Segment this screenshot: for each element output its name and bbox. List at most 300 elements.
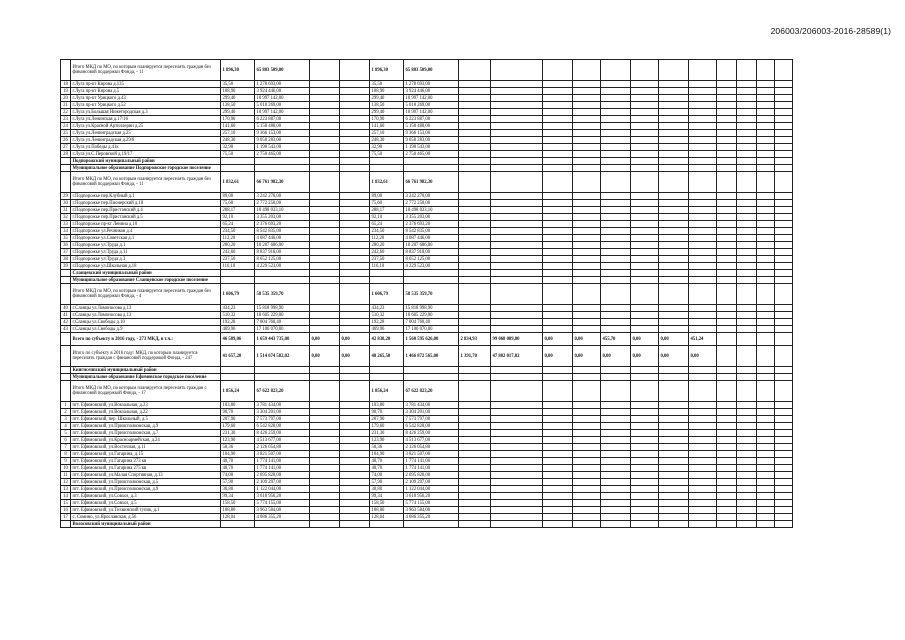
value-cell: 47 802 017,02 (491, 346, 543, 367)
table-row (61, 458, 793, 465)
address-cell: г.Луга пр-кт Урицкого д.52 (71, 102, 221, 109)
value-cell (659, 172, 689, 193)
value-cell (737, 381, 757, 402)
row-number-cell: 6 (61, 437, 71, 444)
value-cell (689, 151, 717, 158)
value-cell (757, 228, 775, 235)
value-cell (543, 451, 573, 458)
value-cell (340, 130, 370, 137)
value-cell: 469,96 (221, 326, 255, 333)
value-cell (543, 151, 573, 158)
value-cell: 141,60 (221, 123, 255, 130)
value-cell: 90,70 (221, 409, 255, 416)
value-cell (573, 430, 601, 437)
value-cell (757, 486, 775, 493)
value-cell: 3 618 956,20 (404, 493, 459, 500)
value-cell (310, 479, 340, 486)
value-cell (631, 165, 659, 172)
value-cell (737, 333, 757, 346)
value-cell (631, 228, 659, 235)
value-cell (601, 437, 631, 444)
value-cell (340, 381, 370, 402)
value-cell (717, 409, 737, 416)
value-cell (340, 123, 370, 130)
value-cell (310, 123, 340, 130)
value-cell (717, 402, 737, 409)
value-cell: 17 106 070,80 (255, 326, 310, 333)
value-cell (573, 235, 601, 242)
value-cell (717, 235, 737, 242)
value-cell: 10 207 686,00 (255, 242, 310, 249)
value-cell (255, 367, 310, 374)
value-cell (310, 228, 340, 235)
value-cell (659, 416, 689, 423)
value-cell (255, 277, 310, 284)
value-cell (404, 277, 459, 284)
value-cell: 48,70 (221, 458, 255, 465)
value-cell (631, 416, 659, 423)
value-cell (340, 102, 370, 109)
value-cell (573, 172, 601, 193)
value-cell: 1 896,30 (221, 60, 255, 81)
value-cell (717, 437, 737, 444)
value-cell (310, 402, 340, 409)
value-cell (543, 409, 573, 416)
value-cell (459, 284, 491, 305)
value-cell (491, 472, 543, 479)
value-cell: 92,10 (370, 214, 404, 221)
row-number-cell: 21 (61, 102, 71, 109)
value-cell (340, 193, 370, 200)
value-cell (717, 172, 737, 193)
address-cell: пгт. Ефимовский, пер. Школьный, д.5 (71, 416, 221, 423)
value-cell (775, 312, 793, 319)
value-cell: 10 498 033,10 (255, 207, 310, 214)
value-cell (459, 130, 491, 137)
value-cell (689, 137, 717, 144)
value-cell (310, 374, 340, 381)
value-cell (543, 486, 573, 493)
value-cell (717, 81, 737, 88)
value-cell (459, 423, 491, 430)
table-row (61, 416, 793, 423)
address-cell: Итого МКД по МО, по которым планируется переселять граждан без финансовой поддержки Фонда, - 4 (71, 284, 221, 305)
value-cell: 74,00 (370, 472, 404, 479)
value-cell: 7 573 797,00 (404, 416, 459, 423)
value-cell (573, 249, 601, 256)
value-cell (601, 326, 631, 333)
value-cell (404, 521, 459, 528)
value-cell (573, 381, 601, 402)
value-cell (757, 207, 775, 214)
address-cell: пгт. Ефимовский, ул.Совхоз, д.5 (71, 500, 221, 507)
value-cell: 112,20 (221, 235, 255, 242)
value-cell: 112,20 (370, 235, 404, 242)
value-cell (737, 172, 757, 193)
value-cell (757, 409, 775, 416)
row-number-cell: 2 (61, 409, 71, 416)
table-row (61, 472, 793, 479)
value-cell (737, 409, 757, 416)
row-number-cell: 13 (61, 486, 71, 493)
value-cell: 0,00 (310, 333, 340, 346)
value-cell (659, 60, 689, 81)
value-cell (775, 500, 793, 507)
value-cell (631, 493, 659, 500)
value-cell (573, 423, 601, 430)
value-cell (631, 109, 659, 116)
value-cell (775, 228, 793, 235)
value-cell (491, 514, 543, 521)
value-cell: 248,30 (370, 137, 404, 144)
value-cell (310, 144, 340, 151)
value-cell (717, 277, 737, 284)
value-cell (340, 312, 370, 319)
value-cell: 5 018 269,00 (255, 102, 310, 109)
value-cell (717, 284, 737, 305)
value-cell (601, 402, 631, 409)
value-cell (310, 95, 340, 102)
value-cell (757, 116, 775, 123)
value-cell (659, 270, 689, 277)
value-cell (775, 409, 793, 416)
value-cell (459, 263, 491, 270)
value-cell (717, 60, 737, 81)
value-cell: 67 622 823,20 (255, 381, 310, 402)
value-cell (543, 256, 573, 263)
value-cell (491, 144, 543, 151)
value-cell (689, 444, 717, 451)
value-cell: 1 514 674 582,02 (255, 346, 310, 367)
value-cell (659, 507, 689, 514)
value-cell: 207,90 (370, 416, 404, 423)
value-cell: 4 229 523,00 (255, 263, 310, 270)
value-cell (659, 479, 689, 486)
value-cell (659, 284, 689, 305)
value-cell (757, 270, 775, 277)
value-cell (689, 102, 717, 109)
value-cell (775, 514, 793, 521)
value-cell (659, 521, 689, 528)
value-cell (601, 486, 631, 493)
value-cell (340, 172, 370, 193)
value-cell (340, 305, 370, 312)
value-cell (757, 193, 775, 200)
value-cell (459, 444, 491, 451)
value-cell (757, 214, 775, 221)
value-cell (543, 116, 573, 123)
address-cell: г.Подпорожье ул.Труда д.1 (71, 242, 221, 249)
value-cell (573, 374, 601, 381)
value-cell (340, 256, 370, 263)
value-cell (757, 284, 775, 305)
value-cell (340, 423, 370, 430)
value-cell (737, 374, 757, 381)
row-number-cell: 23 (61, 116, 71, 123)
value-cell (310, 249, 340, 256)
value-cell (631, 263, 659, 270)
value-cell (491, 305, 543, 312)
value-cell: 41 657,20 (221, 346, 255, 367)
value-cell (689, 207, 717, 214)
value-cell: 99,34 (221, 493, 255, 500)
value-cell (491, 507, 543, 514)
value-cell (543, 158, 573, 165)
value-cell: 1 391,70 (459, 346, 491, 367)
value-cell: 6 223 887,00 (255, 116, 310, 123)
value-cell (459, 381, 491, 402)
value-cell: 8 426 259,00 (404, 430, 459, 437)
value-cell: 299,40 (221, 109, 255, 116)
value-cell (737, 235, 757, 242)
value-cell (717, 130, 737, 137)
total-row (61, 381, 793, 402)
row-number-cell (61, 367, 71, 374)
value-cell: 1 122 044,00 (255, 486, 310, 493)
value-cell (310, 81, 340, 88)
value-cell: 138,50 (221, 102, 255, 109)
value-cell (689, 458, 717, 465)
value-cell (717, 507, 737, 514)
value-cell: 42 838,20 (370, 333, 404, 346)
value-cell (601, 151, 631, 158)
value-cell (543, 221, 573, 228)
value-cell: 108,90 (370, 88, 404, 95)
value-cell (775, 451, 793, 458)
value-cell (631, 381, 659, 402)
value-cell (757, 465, 775, 472)
value-cell (543, 479, 573, 486)
table-row (61, 451, 793, 458)
value-cell (717, 479, 737, 486)
table-row (61, 144, 793, 151)
value-cell: 35,50 (221, 81, 255, 88)
value-cell (459, 458, 491, 465)
value-cell (775, 319, 793, 326)
value-cell (459, 305, 491, 312)
value-cell (659, 277, 689, 284)
row-number-cell: 42 (61, 319, 71, 326)
value-cell (659, 402, 689, 409)
value-cell: 4 087 446,00 (404, 235, 459, 242)
value-cell (717, 521, 737, 528)
value-cell: 99,34 (370, 493, 404, 500)
value-cell (659, 228, 689, 235)
value-cell (631, 458, 659, 465)
value-cell (370, 165, 404, 172)
value-cell (775, 256, 793, 263)
value-cell (573, 465, 601, 472)
value-cell (717, 123, 737, 130)
address-cell: пгт. Ефимовский, ул.Гагарина 273 кв (71, 458, 221, 465)
address-cell: Итого МКД по МО, по которым планируется переселять граждан без финансовой поддержки Фонда, - 11 (71, 60, 221, 81)
value-cell: 0,00 (689, 346, 717, 367)
value-cell (573, 123, 601, 130)
value-cell (491, 423, 543, 430)
value-cell (757, 381, 775, 402)
value-cell (689, 270, 717, 277)
value-cell (340, 88, 370, 95)
value-cell (757, 249, 775, 256)
value-cell (775, 200, 793, 207)
value-cell (543, 123, 573, 130)
value-cell (601, 312, 631, 319)
value-cell (543, 102, 573, 109)
value-cell (717, 158, 737, 165)
value-cell (631, 270, 659, 277)
value-cell (757, 137, 775, 144)
value-cell (659, 500, 689, 507)
value-cell (717, 423, 737, 430)
value-cell (717, 102, 737, 109)
value-cell (491, 500, 543, 507)
value-cell (757, 514, 775, 521)
value-cell (573, 193, 601, 200)
value-cell: 1 856,24 (370, 381, 404, 402)
table-row (61, 312, 793, 319)
value-cell: 179,60 (221, 423, 255, 430)
value-cell (491, 479, 543, 486)
value-cell (717, 514, 737, 521)
value-cell (757, 172, 775, 193)
address-cell: г.Подпорожье пер.Клубный д.1 (71, 193, 221, 200)
value-cell (737, 193, 757, 200)
value-cell (459, 312, 491, 319)
value-cell (459, 479, 491, 486)
value-cell (543, 493, 573, 500)
value-cell (775, 81, 793, 88)
value-cell (775, 507, 793, 514)
value-cell: 288,17 (370, 207, 404, 214)
value-cell (543, 521, 573, 528)
value-cell: 104,90 (221, 451, 255, 458)
value-cell (491, 207, 543, 214)
value-cell: 138,50 (370, 102, 404, 109)
address-cell: г.Луга ул.Ленинская д.17/16 (71, 116, 221, 123)
value-cell (573, 221, 601, 228)
value-cell: 469,96 (370, 326, 404, 333)
value-cell (601, 367, 631, 374)
value-cell (459, 277, 491, 284)
value-cell (775, 214, 793, 221)
address-cell: пгт. Ефимовский, ул.Восточная, д.11 (71, 444, 221, 451)
value-cell (340, 486, 370, 493)
value-cell (717, 486, 737, 493)
value-cell (573, 95, 601, 102)
value-cell (601, 214, 631, 221)
value-cell (543, 235, 573, 242)
value-cell (775, 346, 793, 367)
value-cell (601, 60, 631, 81)
value-cell: 5 774 155,00 (404, 500, 459, 507)
value-cell (631, 402, 659, 409)
value-cell: 257,10 (370, 130, 404, 137)
value-cell (737, 81, 757, 88)
value-cell (631, 500, 659, 507)
value-cell (737, 102, 757, 109)
value-cell (737, 200, 757, 207)
value-cell (689, 305, 717, 312)
address-cell: пгт. Ефимовский, ул.Приисполкомская, д.5 (71, 479, 221, 486)
value-cell: 128,04 (370, 514, 404, 521)
value-cell (491, 465, 543, 472)
value-cell (631, 200, 659, 207)
value-cell (543, 81, 573, 88)
value-cell (310, 88, 340, 95)
value-cell: 103,80 (370, 402, 404, 409)
value-cell (573, 437, 601, 444)
value-cell (631, 116, 659, 123)
value-cell (717, 416, 737, 423)
value-cell (775, 207, 793, 214)
value-cell: 66 761 982,30 (404, 172, 459, 193)
value-cell (717, 465, 737, 472)
value-cell (659, 144, 689, 151)
table-row (61, 402, 793, 409)
value-cell: 92,10 (221, 214, 255, 221)
value-cell (491, 158, 543, 165)
value-cell (573, 319, 601, 326)
value-cell: 0,00 (573, 346, 601, 367)
value-cell (601, 409, 631, 416)
value-cell (573, 409, 601, 416)
value-cell (543, 374, 573, 381)
value-cell (757, 500, 775, 507)
value-cell (737, 514, 757, 521)
value-cell (757, 242, 775, 249)
table-row (61, 514, 793, 521)
value-cell (659, 214, 689, 221)
value-cell (775, 305, 793, 312)
value-cell (459, 200, 491, 207)
value-cell (340, 430, 370, 437)
value-cell (717, 346, 737, 367)
value-cell (659, 458, 689, 465)
value-cell (543, 444, 573, 451)
value-cell (491, 235, 543, 242)
value-cell (737, 486, 757, 493)
row-number-cell (61, 172, 71, 193)
value-cell (775, 381, 793, 402)
value-cell (717, 458, 737, 465)
row-number-cell: 24 (61, 123, 71, 130)
value-cell (757, 493, 775, 500)
value-cell: 3 242 270,00 (404, 193, 459, 200)
value-cell: 65,24 (370, 221, 404, 228)
value-cell (689, 514, 717, 521)
row-number-cell: 4 (61, 423, 71, 430)
value-cell (491, 367, 543, 374)
table-row (61, 221, 793, 228)
value-cell (659, 102, 689, 109)
address-cell: г.Подпорожье пер.Пионерский д.18 (71, 200, 221, 207)
value-cell: 2 772 250,00 (255, 200, 310, 207)
value-cell (601, 235, 631, 242)
value-cell (659, 116, 689, 123)
value-cell: 18 605 229,00 (404, 312, 459, 319)
value-cell: 0,00 (631, 333, 659, 346)
value-cell (310, 416, 340, 423)
value-cell (491, 95, 543, 102)
row-number-cell: 37 (61, 249, 71, 256)
value-cell: 0,00 (340, 333, 370, 346)
value-cell: 8 652 125,00 (255, 256, 310, 263)
value-cell (689, 221, 717, 228)
value-cell (717, 88, 737, 95)
value-cell (459, 116, 491, 123)
value-cell: 65 803 509,00 (255, 60, 310, 81)
value-cell (543, 402, 573, 409)
